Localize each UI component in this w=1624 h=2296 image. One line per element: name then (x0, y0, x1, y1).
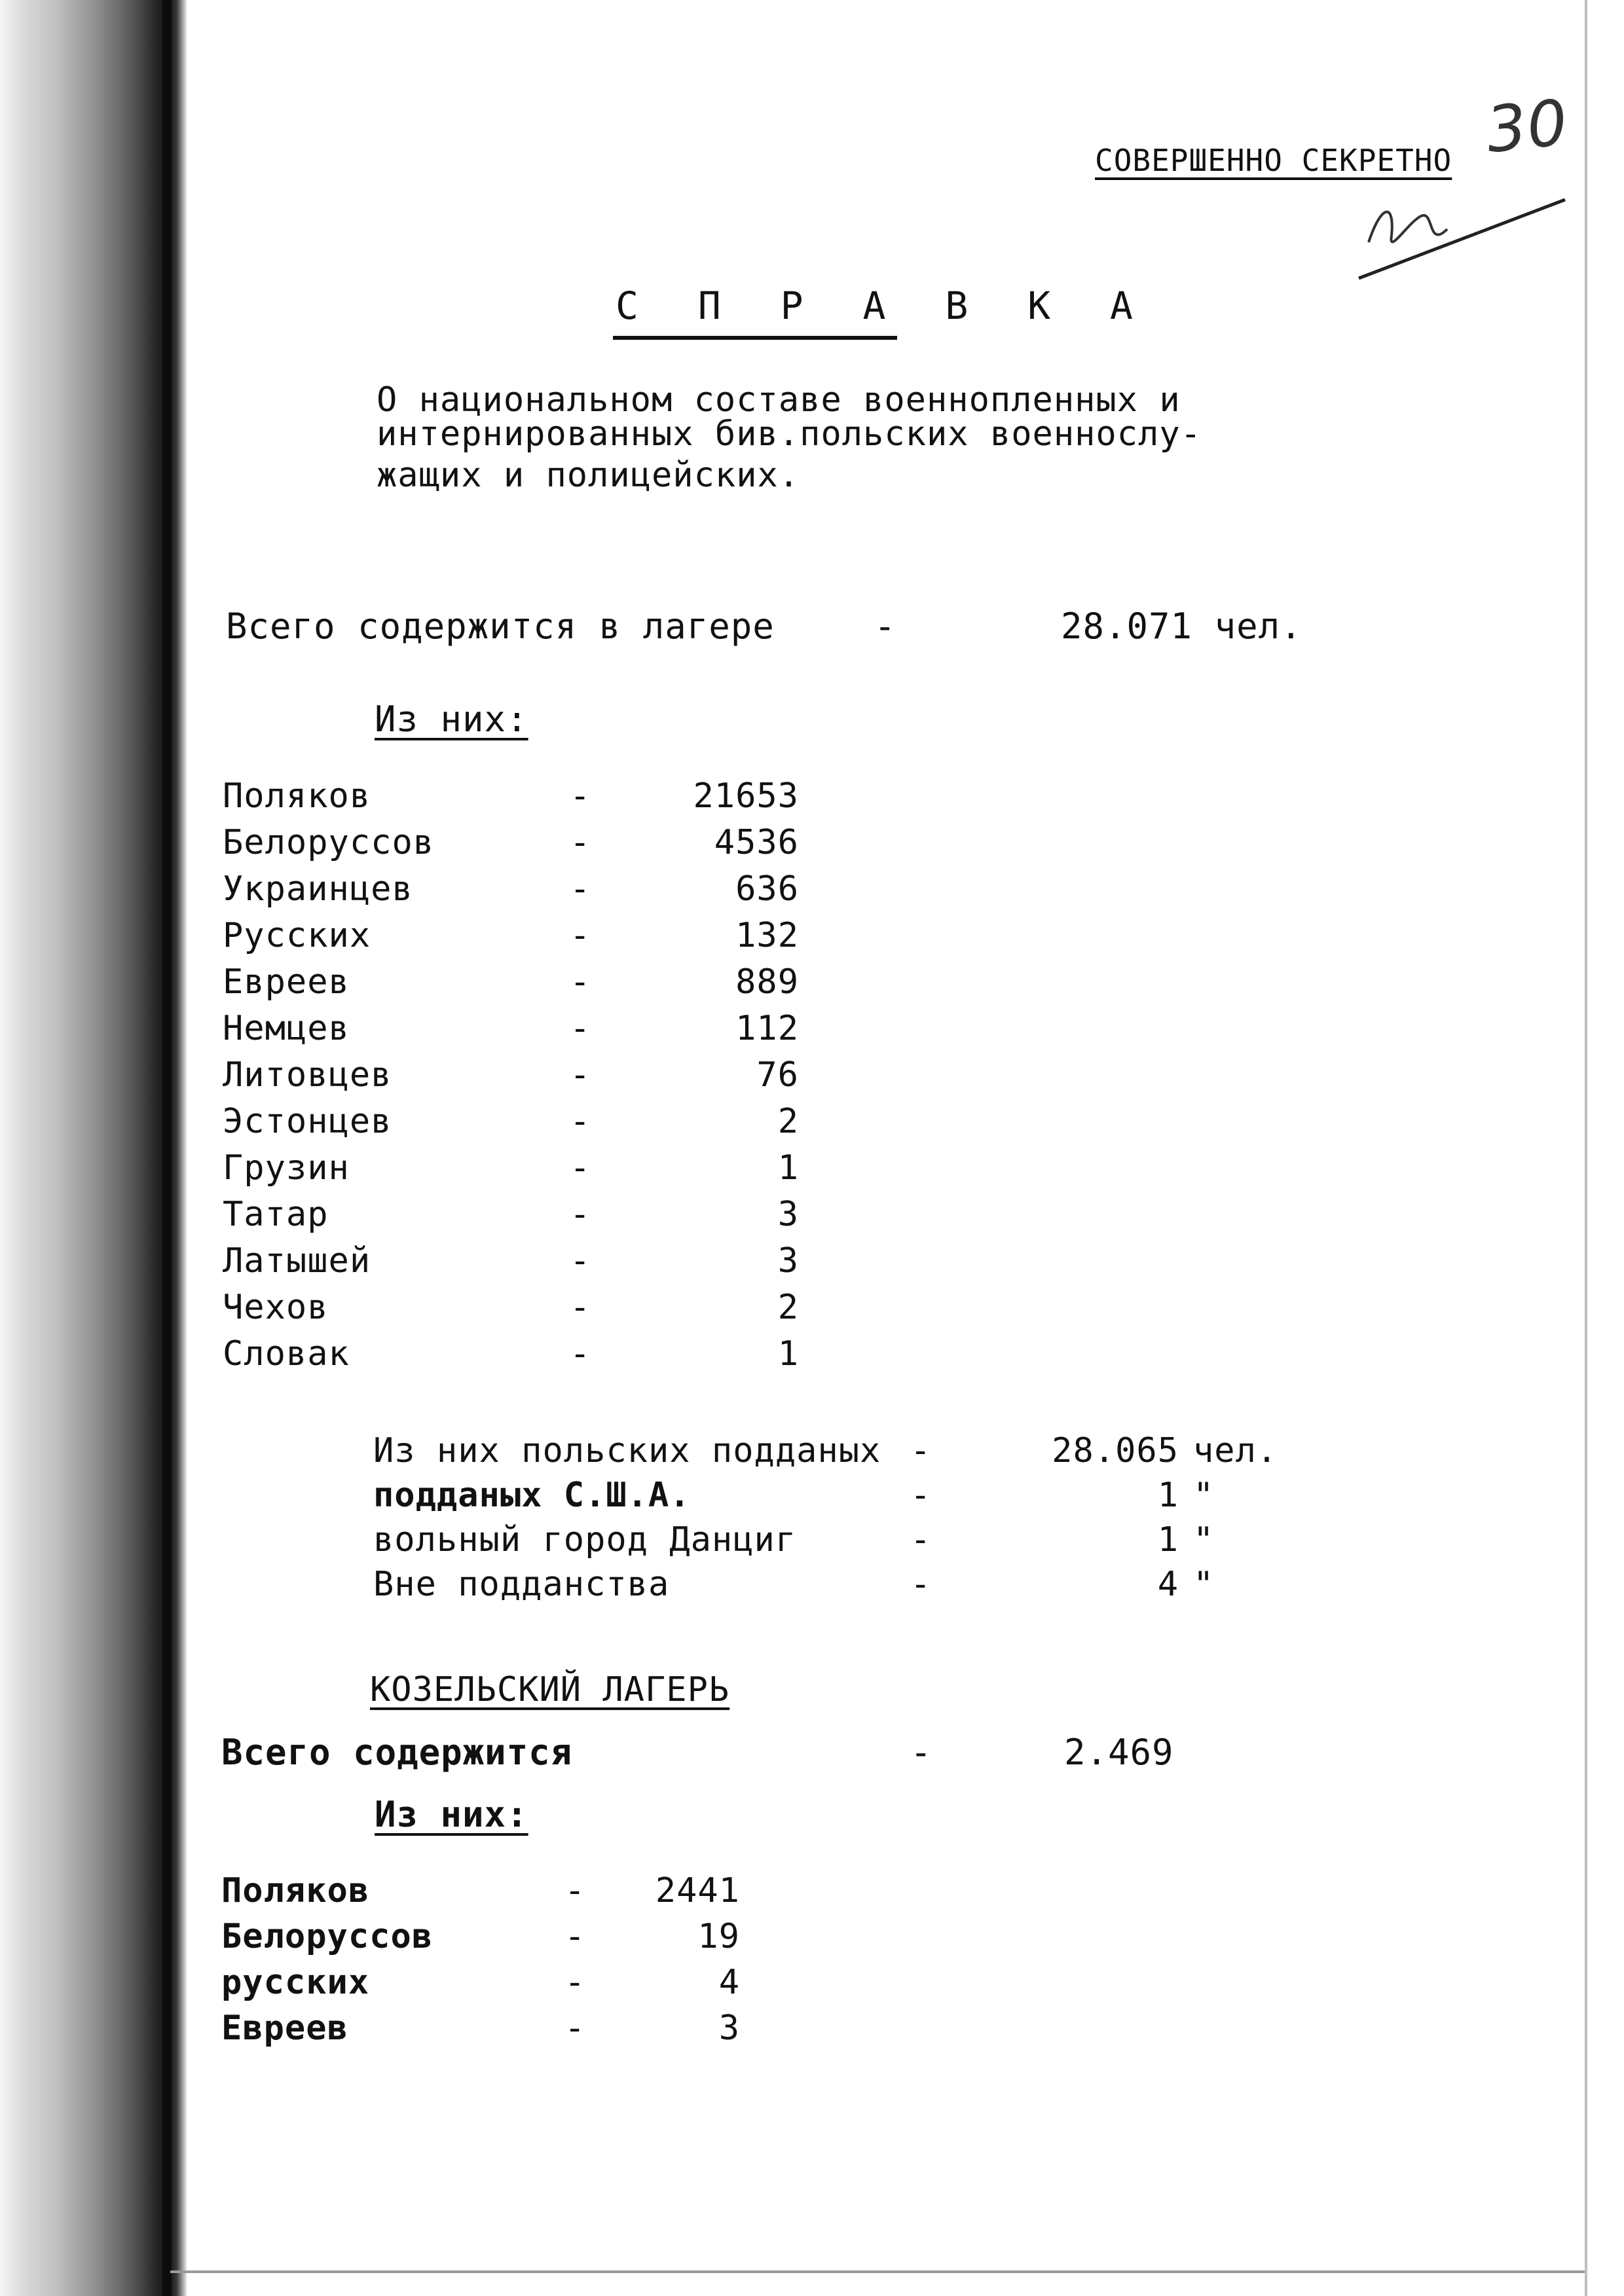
nationality-dash: - (570, 1334, 591, 1374)
nationality-dash: - (570, 776, 591, 816)
nationality-name: Белоруссов (223, 823, 435, 862)
nationality-name: Немцев (223, 1009, 350, 1048)
page-edge-bottom (170, 2270, 1585, 2273)
nationality-value: 21653 (693, 776, 799, 816)
nationality-value: 76 (756, 1055, 799, 1095)
citizenship-value: 1 (1157, 1476, 1179, 1515)
nationality-value: 2 (777, 1288, 799, 1327)
nationality-name: Латышей (223, 1241, 371, 1281)
binding-shadow (0, 0, 187, 2296)
nationality-name: Эстонцев (223, 1102, 392, 1141)
citizenship-unit: " (1193, 1476, 1215, 1515)
nationality-name: Татар (223, 1195, 329, 1234)
nationality-name: Словак (223, 1334, 350, 1374)
document-title: С П Р А В К А (616, 283, 1151, 328)
nationality-dash: - (564, 2009, 586, 2048)
nationality-dash: - (564, 1917, 586, 1956)
nationality-name: Евреев (223, 962, 350, 1002)
nationality-dash: - (570, 1102, 591, 1141)
citizenship-dash: - (910, 1520, 932, 1559)
nationality-name: Русских (223, 916, 371, 955)
kozelsk-total-value: 2.469 (1064, 1732, 1174, 1773)
nationality-value: 1 (777, 1334, 799, 1374)
citizenship-dash: - (910, 1431, 932, 1470)
nationality-name: Евреев (221, 2009, 348, 2048)
citizenship-dash: - (910, 1565, 932, 1604)
camp-total-value: 28.071 чел. (1061, 606, 1302, 647)
nationality-dash: - (570, 1148, 591, 1188)
citizenship-unit: " (1193, 1565, 1215, 1604)
citizenship-label: Вне подданства (373, 1565, 670, 1604)
nationality-value: 19 (697, 1917, 740, 1956)
nationality-value: 3 (777, 1195, 799, 1234)
nationality-dash: - (570, 1009, 591, 1048)
nationality-dash: - (564, 1871, 586, 1910)
citizenship-label: вольный город Данциг (373, 1520, 797, 1559)
nationality-dash: - (570, 1288, 591, 1327)
folio-number: 30 (1483, 85, 1572, 168)
nationality-dash: - (570, 916, 591, 955)
nationality-value: 112 (735, 1009, 799, 1048)
subtitle-line-2: интернированных бив.польских военнослу- (377, 414, 1202, 454)
nationality-name: Грузин (223, 1148, 350, 1188)
kozelsk-of-them-label: Из них: (375, 1794, 528, 1835)
nationality-value: 2441 (655, 1871, 740, 1910)
title-underline (613, 336, 897, 340)
citizenship-value: 4 (1157, 1565, 1179, 1604)
kozelsk-section-title: КОЗЕЛЬСКИЙ ЛАГЕРЬ (370, 1670, 730, 1709)
nationality-name: Поляков (223, 776, 371, 816)
citizenship-unit: " (1193, 1520, 1215, 1559)
nationality-value: 636 (735, 869, 799, 909)
citizenship-label: Из них польских подданых (373, 1431, 881, 1470)
nationality-name: Поляков (221, 1871, 370, 1910)
nationality-dash: - (570, 1195, 591, 1234)
nationality-value: 889 (735, 962, 799, 1002)
kozelsk-total-dash: - (910, 1732, 932, 1773)
camp-total-dash: - (874, 606, 896, 647)
citizenship-dash: - (910, 1476, 932, 1515)
nationality-name: Чехов (223, 1288, 329, 1327)
page-edge-right (1585, 0, 1587, 2296)
binding-edge (162, 0, 172, 2296)
nationality-dash: - (570, 869, 591, 909)
classification-stamp: СОВЕРШЕННО СЕКРЕТНО (1095, 143, 1452, 178)
subtitle-line-3: жащих и полицейских. (377, 456, 800, 495)
subtitle-line-1: О национальном составе военнопленных и (377, 380, 1181, 420)
kozelsk-total-label: Всего содержится (221, 1732, 573, 1773)
nationality-dash: - (570, 962, 591, 1002)
citizenship-value: 1 (1157, 1520, 1179, 1559)
nationality-value: 4 (718, 1963, 740, 2002)
nationality-dash: - (564, 1963, 586, 2002)
citizenship-unit: чел. (1193, 1431, 1278, 1470)
nationality-dash: - (570, 1055, 591, 1095)
nationality-dash: - (570, 823, 591, 862)
nationality-value: 2 (777, 1102, 799, 1141)
citizenship-label: подданых С.Ш.А. (373, 1476, 691, 1515)
nationality-name: русских (221, 1963, 370, 2002)
nationality-dash: - (570, 1241, 591, 1281)
nationality-value: 3 (718, 2009, 740, 2048)
handwritten-mark-icon (1356, 196, 1572, 282)
nationality-value: 4536 (714, 823, 799, 862)
camp-total-label: Всего содержится в лагере (226, 606, 775, 647)
nationality-name: Белоруссов (221, 1917, 434, 1956)
citizenship-value: 28.065 (1052, 1431, 1179, 1470)
nationality-name: Литовцев (223, 1055, 392, 1095)
nationality-value: 3 (777, 1241, 799, 1281)
nationality-value: 132 (735, 916, 799, 955)
nationality-value: 1 (777, 1148, 799, 1188)
nationality-name: Украинцев (223, 869, 413, 909)
of-them-label: Из них: (375, 699, 528, 740)
